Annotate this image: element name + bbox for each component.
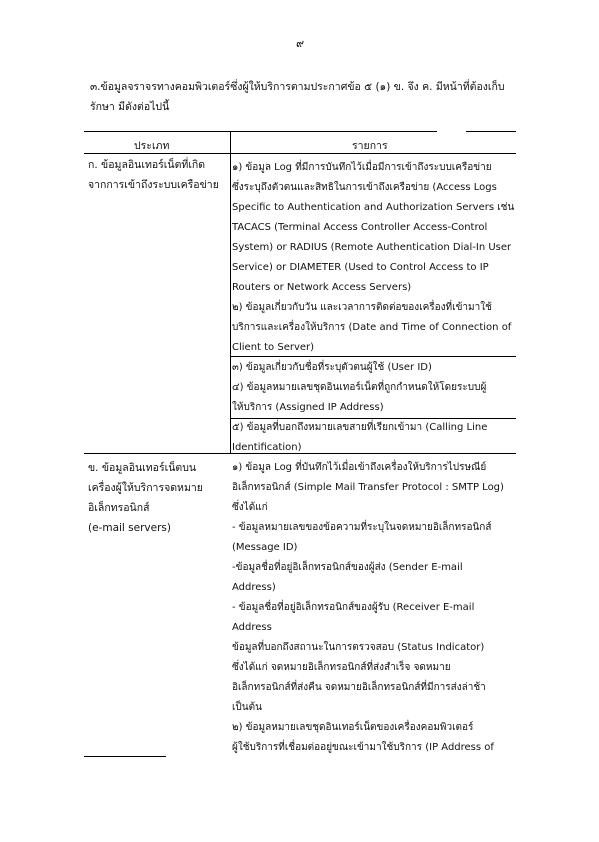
list-item-line: ผู้ใช้บริการที่เชื่อมต่ออยู่ขณะเข้ามาใช้บริการ (IP Address of <box>232 742 494 753</box>
list-item-line: ๕) ข้อมูลที่บอกถึงหมายเลขสายที่เรียกเข้ามา (Calling Line <box>232 422 488 433</box>
list-item-line: อิเล็กทรอนิกส์ (Simple Mail Transfer Protocol : SMTP Log) <box>232 482 504 493</box>
list-item-line: ซึ่งได้แก่ <box>232 502 268 513</box>
category-line: ก. ข้อมูลอินเทอร์เน็ตที่เกิด <box>88 159 206 171</box>
list-item-line: TACACS (Terminal Access Controller Access-Control <box>232 222 488 233</box>
list-item-line: System) or RADIUS (Remote Authentication Dial-In User <box>232 242 512 253</box>
intro-paragraph <box>90 77 510 117</box>
list-item-line: Address) <box>232 582 276 593</box>
list-item-line: Address <box>232 622 272 633</box>
list-item-line: ๑) ข้อมูล Log ที่บันทึกไว้เมื่อเข้าถึงเครื่องให้บริการไปรษณีย์ <box>232 462 487 473</box>
list-item-line: ซึ่งระบุถึงตัวตนและสิทธิในการเข้าถึงเครือข่าย (Access Logs <box>232 182 497 193</box>
list-item-line: ๒) ข้อมูลหมายเลขชุดอินเทอร์เน็ตของเครื่องคอมพิวเตอร์ <box>232 722 474 733</box>
category-b <box>88 458 203 538</box>
table-top-rule <box>84 131 437 132</box>
category-line: อิเล็กทรอนิกส์ <box>88 502 150 514</box>
list-item-line: - ข้อมูลชื่อที่อยู่อิเล็กทรอนิกส์ของผู้รับ (Receiver E-mail <box>232 602 475 613</box>
list-item-line: ซึ่งได้แก่ จดหมายอิเล็กทรอนิกส์ที่ส่งสำเร็จ จดหมาย <box>232 662 451 673</box>
list-item-line: ๑) ข้อมูล Log ที่มีการบันทึกไว้เมื่อมีการเข้าถึงระบบเครือข่าย <box>232 162 492 173</box>
page-number: ๙ <box>296 37 305 50</box>
list-item-line: - ข้อมูลหมายเลขของข้อความที่ระบุในจดหมายอิเล็กทรอนิกส์ <box>232 522 492 533</box>
list-item-line: ให้บริการ (Assigned IP Address) <box>232 402 384 413</box>
footnote-rule <box>84 756 166 757</box>
list-item-line: ๔) ข้อมูลหมายเลขชุดอินเทอร์เน็ตที่ถูกกำหนดให้โดยระบบผู้ <box>232 382 487 393</box>
category-line: ข. ข้อมูลอินเทอร์เน็ตบน <box>88 462 197 474</box>
table-top-rule-right <box>466 131 516 132</box>
items-a <box>232 158 514 458</box>
list-item-line: เป็นต้น <box>232 702 262 713</box>
intro-line: ๓.ข้อมูลจราจรทางคอมพิวเตอร์ซึ่งผู้ให้บริการตามประกาศข้อ ๕ (๑) ข. จึง ค. มีหน้าที่ต้องเก็บ <box>90 81 505 93</box>
list-item-line: -ข้อมูลชื่อที่อยู่อิเล็กทรอนิกส์ของผู้ส่ง (Sender E-mail <box>232 562 463 573</box>
category-line: (e-mail servers) <box>88 522 171 534</box>
list-item-line: อิเล็กทรอนิกส์ที่ส่งคืน จดหมายอิเล็กทรอนิกส์ที่มีการส่งล่าช้า <box>232 682 486 693</box>
intro-line: รักษา มีดังต่อไปนี้ <box>90 101 170 113</box>
header-type: ประเภท <box>134 140 170 152</box>
list-item-line: ๒) ข้อมูลเกี่ยวกับวัน และเวลาการติดต่อของเครื่องที่เข้ามาใช้ <box>232 302 492 313</box>
list-item-line: Specific to Authentication and Authorization Servers เช่น <box>232 202 515 213</box>
category-line: เครื่องผู้ให้บริการจดหมาย <box>88 482 203 494</box>
list-item-line: ข้อมูลที่บอกถึงสถานะในการตรวจสอบ (Status Indicator) <box>232 642 485 653</box>
list-item-line: Routers or Network Access Servers) <box>232 282 412 293</box>
column-divider <box>230 131 231 453</box>
category-line: จากการเข้าถึงระบบเครือข่าย <box>88 179 219 191</box>
list-item-line: บริการและเครื่องให้บริการ (Date and Time of Connection of <box>232 322 512 333</box>
list-item-line: Client to Server) <box>232 342 315 353</box>
list-item-line: Identification) <box>232 442 302 453</box>
header-list: รายการ <box>352 140 388 152</box>
items-b <box>232 458 504 758</box>
list-item-line: ๓) ข้อมูลเกี่ยวกับชื่อที่ระบุตัวตนผู้ใช้ (User ID) <box>232 362 432 373</box>
list-item-line: Service) or DIAMETER (Used to Control Access to IP <box>232 262 489 273</box>
list-item-line: (Message ID) <box>232 542 298 553</box>
category-a <box>88 155 219 195</box>
